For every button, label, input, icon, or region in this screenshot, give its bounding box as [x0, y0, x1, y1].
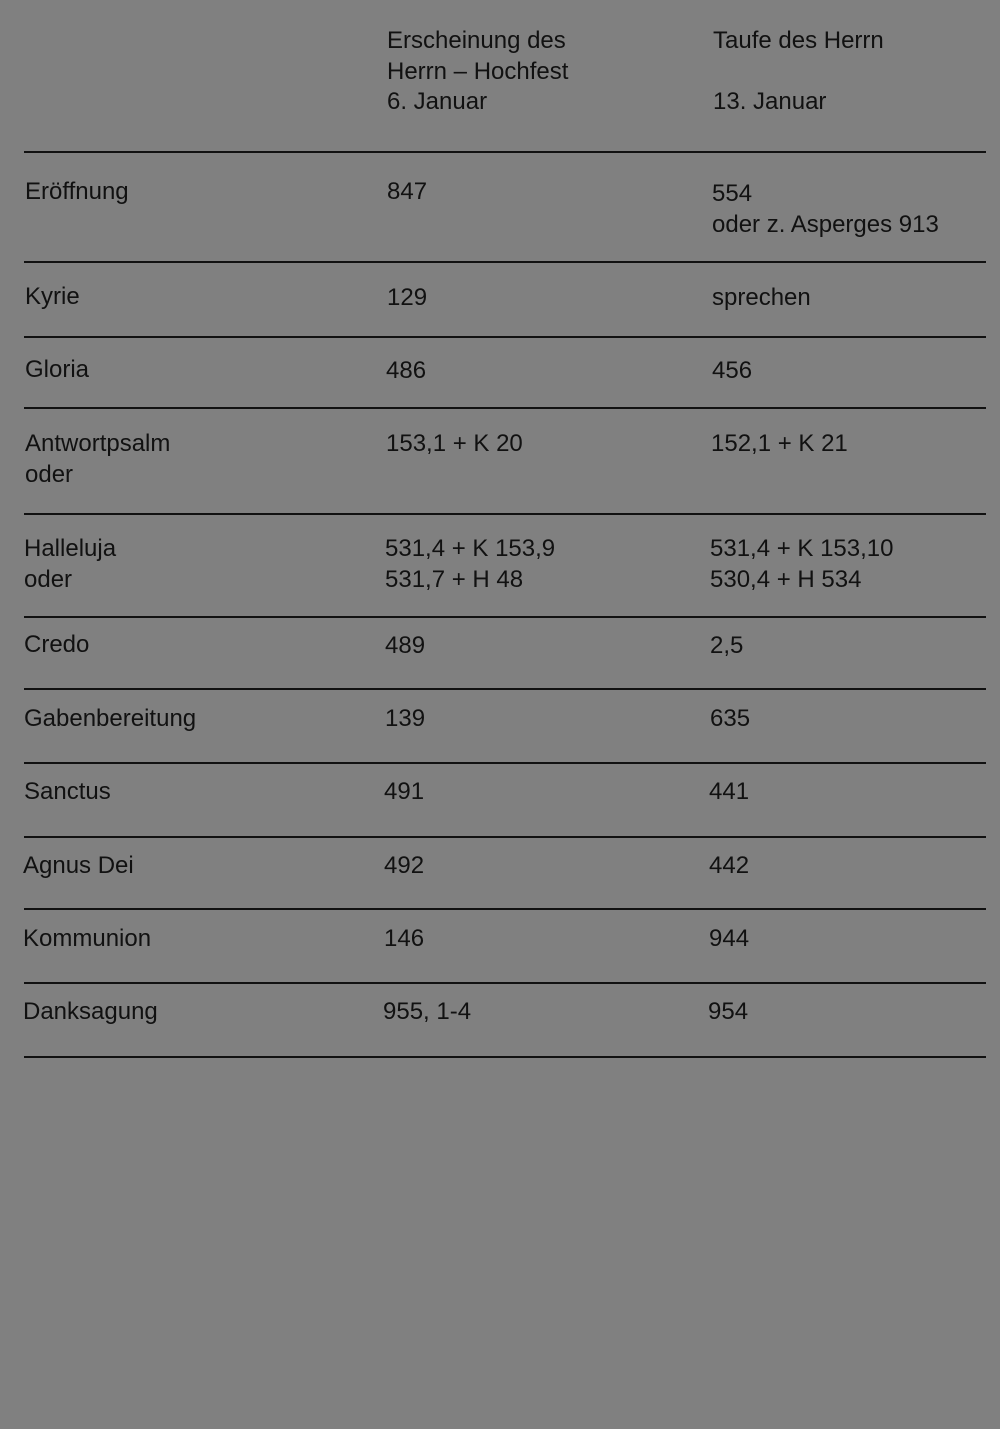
- column-header-line: Herrn – Hochfest: [387, 57, 569, 85]
- cell-text: 491: [384, 778, 425, 805]
- row-label-antwortpsalm: [25, 429, 170, 490]
- cell-text: 489: [385, 632, 426, 659]
- column-header-epiphany: [387, 26, 568, 118]
- cell-text: 486: [386, 357, 427, 384]
- table-rule: [24, 261, 986, 263]
- cell-epiphany-kommunion: [384, 924, 424, 955]
- cell-epiphany-halleluja: [385, 534, 555, 595]
- column-header-spacer: [713, 57, 884, 88]
- cell-baptism-gabenbereitung: [710, 704, 750, 735]
- row-label-text: Agnus Dei: [23, 852, 134, 879]
- cell-text: 635: [710, 705, 751, 732]
- cell-baptism-danksagung: [708, 997, 748, 1028]
- row-label-text: Danksagung: [23, 998, 158, 1025]
- cell-text: 146: [384, 925, 425, 952]
- table-rule: [24, 336, 986, 338]
- cell-text: 530,4 + H 534: [710, 565, 862, 593]
- row-label-gabenbereitung: [24, 704, 196, 735]
- cell-epiphany-agnus-dei: [384, 851, 424, 882]
- row-label-text: Credo: [24, 631, 90, 658]
- table-rule: [24, 908, 986, 910]
- row-label-text: Eröffnung: [25, 178, 129, 205]
- row-label-agnus-dei: [23, 851, 134, 882]
- cell-text: 531,4 + K 153,9: [385, 535, 556, 562]
- cell-baptism-kommunion: [709, 924, 749, 955]
- cell-text: 129: [387, 284, 428, 311]
- row-label-text: Kommunion: [23, 925, 152, 952]
- cell-epiphany-antwortpsalm: [386, 429, 523, 460]
- table-rule: [24, 513, 986, 515]
- table-rule: [24, 151, 986, 153]
- cell-text: 554: [712, 180, 753, 207]
- column-header-line: Erscheinung des: [387, 27, 566, 54]
- cell-baptism-credo: [710, 631, 743, 662]
- table-rule: [24, 836, 986, 838]
- cell-text: 139: [385, 705, 426, 732]
- cell-text: oder z. Asperges 913: [712, 210, 939, 238]
- cell-text: 153,1 + K 20: [386, 430, 523, 457]
- cell-baptism-antwortpsalm: [711, 429, 848, 460]
- cell-baptism-eroeffnung: [712, 179, 939, 240]
- cell-baptism-halleluja: [710, 534, 894, 595]
- cell-baptism-sanctus: [709, 777, 749, 808]
- row-label-text: Gloria: [25, 356, 90, 383]
- cell-text: 954: [708, 998, 749, 1025]
- cell-baptism-gloria: [712, 356, 752, 387]
- row-label-text: oder: [24, 565, 73, 593]
- table-rule: [24, 1056, 986, 1058]
- cell-text: 152,1 + K 21: [711, 430, 848, 457]
- row-label-sanctus: [24, 777, 111, 808]
- table-rule: [24, 688, 986, 690]
- cell-epiphany-danksagung: [383, 997, 471, 1028]
- cell-text: 847: [387, 178, 428, 205]
- row-label-text: Sanctus: [24, 778, 111, 805]
- row-label-text: Kyrie: [25, 283, 80, 310]
- table-rule: [24, 616, 986, 618]
- table-header: [0, 26, 1000, 126]
- table-rule: [24, 762, 986, 764]
- row-label-danksagung: [23, 997, 158, 1028]
- table-rule: [24, 407, 986, 409]
- cell-epiphany-gloria: [386, 356, 426, 387]
- row-label-halleluja: [24, 534, 116, 595]
- cell-text: 442: [709, 852, 750, 879]
- row-label-eroeffnung: [25, 177, 129, 208]
- row-label-text: Halleluja: [24, 535, 117, 562]
- cell-text: 441: [709, 778, 750, 805]
- cell-text: 492: [384, 852, 425, 879]
- row-label-text: Gabenbereitung: [24, 705, 197, 732]
- cell-baptism-kyrie: [712, 283, 811, 314]
- cell-text: 531,4 + K 153,10: [710, 535, 894, 562]
- cell-text: 2,5: [710, 632, 744, 659]
- row-label-gloria: [25, 355, 89, 386]
- table-rule: [24, 982, 986, 984]
- cell-epiphany-kyrie: [387, 283, 427, 314]
- row-label-kommunion: [23, 924, 151, 955]
- row-label-text: oder: [25, 460, 74, 488]
- cell-text: 955, 1-4: [383, 998, 472, 1025]
- row-label-text: Antwortpsalm: [25, 430, 171, 457]
- cell-text: 531,7 + H 48: [385, 565, 524, 593]
- column-header-baptism: [713, 26, 884, 118]
- cell-epiphany-sanctus: [384, 777, 424, 808]
- cell-epiphany-eroeffnung: [387, 177, 427, 208]
- cell-epiphany-gabenbereitung: [385, 704, 425, 735]
- column-header-line: Taufe des Herrn: [713, 27, 884, 54]
- row-label-credo: [24, 630, 89, 661]
- row-label-kyrie: [25, 282, 80, 313]
- column-header-line: 6. Januar: [387, 88, 488, 115]
- cell-text: 456: [712, 357, 753, 384]
- cell-epiphany-credo: [385, 631, 425, 662]
- cell-text: 944: [709, 925, 750, 952]
- cell-baptism-agnus-dei: [709, 851, 749, 882]
- column-header-line: 13. Januar: [713, 88, 827, 115]
- cell-text: sprechen: [712, 284, 811, 311]
